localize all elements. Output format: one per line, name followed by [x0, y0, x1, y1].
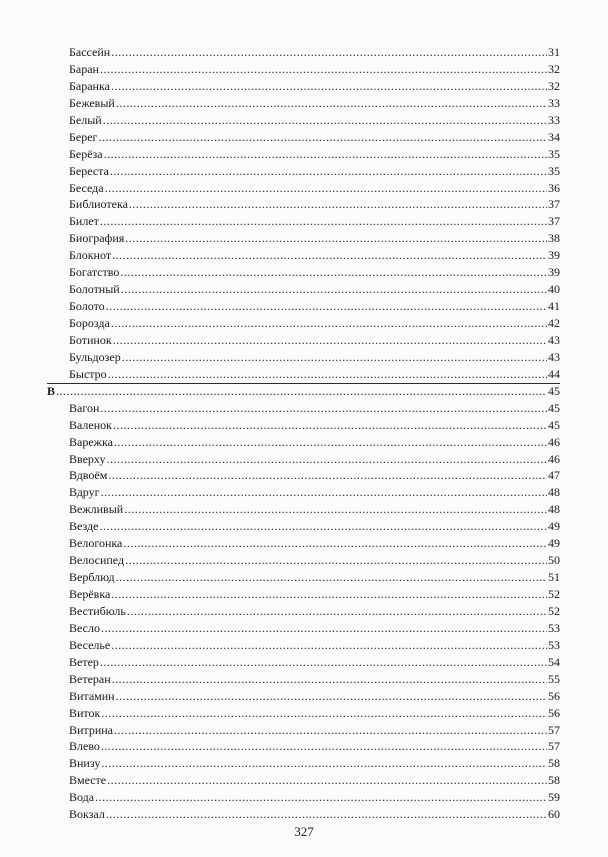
- toc-entry: [47, 180, 560, 197]
- toc-entry-page: 40: [548, 282, 560, 297]
- toc-entry: [47, 95, 560, 112]
- dot-leader: [116, 688, 547, 705]
- toc-entry-page: 42: [548, 316, 560, 330]
- dot-leader: [101, 755, 547, 772]
- toc-entry-page: 35: [548, 146, 560, 161]
- toc-entry-page: 34: [548, 129, 560, 144]
- toc-entry: [47, 298, 560, 315]
- dot-leader: [113, 332, 547, 349]
- dot-leader: [104, 146, 547, 163]
- toc-entry-label: Везде: [69, 519, 99, 534]
- toc-entry: [47, 518, 560, 535]
- dot-leader: [107, 772, 547, 789]
- dot-leader: [108, 467, 547, 484]
- toc-entry: [47, 603, 560, 620]
- dot-leader: [124, 501, 547, 518]
- toc-entry-page: 52: [548, 603, 560, 618]
- toc-entry-page: 58: [548, 756, 560, 771]
- toc-entry: [47, 552, 560, 569]
- toc-entry: [47, 44, 560, 61]
- toc-entry: [47, 637, 560, 654]
- toc-entry-page: 37: [548, 197, 560, 212]
- toc-entry-page: 48: [548, 502, 560, 517]
- toc-entry-label: В: [47, 383, 56, 398]
- dot-leader: [101, 484, 547, 501]
- toc-entry: [47, 196, 560, 213]
- toc-entry-page: 32: [548, 78, 560, 93]
- toc-entry: [47, 400, 560, 417]
- toc-entry-label: Беседа: [69, 180, 104, 195]
- toc-entry-page: 50: [548, 553, 560, 568]
- dot-leader: [106, 451, 547, 468]
- dot-leader: [110, 163, 547, 180]
- toc-entry: [47, 230, 560, 247]
- dot-leader: [111, 44, 547, 61]
- toc-entry: [47, 722, 560, 739]
- toc-entry-label: Ботинок: [69, 332, 112, 347]
- toc-entry-label: Баран: [69, 61, 99, 76]
- toc-entry: [47, 586, 560, 603]
- toc-entry-label: Блокнот: [69, 248, 112, 263]
- toc-entry-label: Велосипед: [69, 553, 125, 568]
- toc-entry-label: Береста: [69, 163, 109, 178]
- toc-entry-page: 58: [548, 773, 560, 788]
- toc-entry-page: 56: [548, 705, 560, 720]
- toc-entry-label: Вместе: [69, 773, 107, 788]
- toc-entry: [47, 315, 560, 332]
- toc-entry: [47, 501, 560, 518]
- dot-leader: [106, 298, 547, 315]
- toc-entry-page: 49: [548, 519, 560, 534]
- toc-entry: [47, 434, 560, 451]
- toc-entry-page: 49: [548, 536, 560, 551]
- dot-leader: [114, 722, 547, 739]
- dot-leader: [98, 129, 547, 146]
- toc-entry-page: 44: [548, 366, 560, 381]
- toc-entry: [47, 806, 560, 823]
- dot-leader: [122, 349, 547, 366]
- toc-entry-label: Болото: [69, 299, 105, 314]
- dot-leader: [95, 789, 547, 806]
- toc-entry: [47, 332, 560, 349]
- toc-entry: [47, 146, 560, 163]
- toc-entry-page: 33: [548, 95, 560, 110]
- toc-entry: [47, 451, 560, 468]
- section-divider: [47, 383, 560, 384]
- dot-leader: [111, 78, 547, 95]
- dot-leader: [56, 383, 547, 400]
- toc-entry-page: 57: [548, 722, 560, 737]
- dot-leader: [129, 196, 547, 213]
- dot-leader: [120, 264, 547, 281]
- toc-entry-label: Верёвка: [69, 587, 111, 601]
- toc-entry: [47, 738, 560, 755]
- dot-leader: [116, 95, 547, 112]
- dot-leader: [101, 738, 547, 755]
- toc-entry-label: Влево: [69, 739, 100, 754]
- dot-leader: [114, 434, 547, 451]
- toc-entry: [47, 349, 560, 366]
- toc-entry-page: 54: [548, 654, 560, 669]
- toc-entry: [47, 535, 560, 552]
- toc-entry: [47, 78, 560, 95]
- toc-entry-label: Берег: [69, 129, 98, 144]
- toc-entry-label: Баранка: [69, 78, 110, 93]
- dot-leader: [111, 637, 547, 654]
- page-number: 327: [294, 824, 314, 839]
- toc-entry: [47, 620, 560, 637]
- toc-entry-label: Борозда: [69, 316, 110, 330]
- toc-entry: [47, 789, 560, 806]
- toc-entry-page: 35: [548, 163, 560, 178]
- toc-entry: [47, 688, 560, 705]
- dot-leader: [100, 213, 547, 230]
- toc-entry-label: Верблюд: [69, 570, 115, 585]
- toc-entry-label: Валенок: [69, 417, 113, 432]
- dot-leader: [106, 806, 547, 823]
- toc-entry-page: 38: [548, 231, 560, 246]
- dot-leader: [105, 180, 547, 197]
- toc-entry: [47, 247, 560, 264]
- toc-entry-label: Болотный: [69, 282, 120, 297]
- toc-entry-page: 47: [548, 468, 560, 483]
- toc-entry-page: 33: [548, 112, 560, 127]
- dot-leader: [112, 247, 547, 264]
- toc-entry-page: 45: [548, 417, 560, 432]
- toc-letter-heading: [47, 383, 560, 400]
- toc-entry-label: Вагон: [69, 400, 100, 415]
- dot-leader: [111, 315, 547, 332]
- dot-leader: [100, 61, 547, 78]
- toc-entry: [47, 755, 560, 772]
- toc-entry-label: Вежливый: [69, 502, 124, 517]
- dot-leader: [111, 586, 547, 603]
- toc-entry-page: 36: [548, 180, 560, 195]
- toc-entry: [47, 163, 560, 180]
- toc-entry-page: 51: [548, 570, 560, 585]
- toc-entry-page: 48: [548, 485, 560, 500]
- toc-entry-label: Бежевый: [69, 95, 115, 110]
- dot-leader: [127, 603, 547, 620]
- toc-entry-label: Билет: [69, 214, 99, 229]
- toc-entry-label: Вода: [69, 790, 95, 805]
- dot-leader: [121, 281, 547, 298]
- dot-leader: [123, 535, 547, 552]
- toc-entry-page: 56: [548, 688, 560, 703]
- toc-entry-label: Весло: [69, 620, 100, 635]
- toc-entry-label: Ветер: [69, 654, 99, 669]
- toc-entry-page: 53: [548, 620, 560, 635]
- toc-entry: [47, 213, 560, 230]
- toc-entry-label: Вверху: [69, 451, 106, 466]
- dot-leader: [112, 671, 547, 688]
- toc-entry-page: 39: [548, 248, 560, 263]
- toc-entry-label: Вокзал: [69, 807, 105, 822]
- toc-entry-label: Быстро: [69, 366, 107, 381]
- toc-entry-page: 39: [548, 265, 560, 280]
- dot-leader: [100, 654, 547, 671]
- toc-entry-page: 37: [548, 214, 560, 229]
- toc-entry-label: Вдруг: [69, 485, 100, 500]
- toc-entry-label: Бассейн: [69, 45, 111, 59]
- toc-entry-label: Витамин: [69, 688, 115, 703]
- toc-entry-page: 41: [548, 299, 560, 314]
- dot-leader: [103, 112, 547, 129]
- dot-leader: [99, 518, 547, 535]
- dot-leader: [113, 417, 547, 434]
- toc-entry: [47, 417, 560, 434]
- toc-entry-page: 52: [548, 587, 560, 601]
- toc-entry-label: Веселье: [69, 637, 111, 652]
- toc-entry-label: Велогонка: [69, 536, 123, 551]
- dot-leader: [101, 705, 547, 722]
- toc-entry: [47, 281, 560, 298]
- toc-entry-label: Вдвоём: [69, 468, 108, 483]
- toc-entry-label: Библиотека: [69, 197, 128, 212]
- toc-entry: [47, 61, 560, 78]
- toc-entry-page: 57: [548, 739, 560, 754]
- toc-entry-label: Витрина: [69, 722, 113, 737]
- toc-entry-label: Богатство: [69, 265, 120, 280]
- toc-entry: [47, 129, 560, 146]
- toc-entry: [47, 467, 560, 484]
- toc-entry: [47, 112, 560, 129]
- toc-entry-page: 46: [548, 451, 560, 466]
- toc-entry-label: Белый: [69, 112, 102, 127]
- dot-leader: [100, 400, 547, 417]
- toc-entry-label: Виток: [69, 705, 101, 720]
- toc-entry: [47, 705, 560, 722]
- toc-entry-page: 59: [548, 790, 560, 805]
- toc-entry-page: 53: [548, 637, 560, 652]
- toc-entry-page: 55: [548, 671, 560, 686]
- toc-entry: [47, 264, 560, 281]
- toc-entry-page: 45: [548, 383, 560, 398]
- toc-entry-label: Варежка: [69, 434, 113, 449]
- toc-entry: [47, 484, 560, 501]
- toc-entry-label: Берёза: [69, 146, 103, 161]
- toc-entry-page: 32: [548, 61, 560, 76]
- toc-entry: [47, 772, 560, 789]
- toc-entry-page: 45: [548, 400, 560, 415]
- dot-leader: [116, 569, 547, 586]
- dot-leader: [125, 230, 547, 247]
- dot-leader: [101, 620, 547, 637]
- toc-entry: [47, 671, 560, 688]
- toc-entry-label: Внизу: [69, 756, 101, 771]
- toc-entry-label: Биография: [69, 231, 125, 246]
- toc-entry-page: 43: [548, 332, 560, 347]
- dot-leader: [108, 366, 547, 383]
- toc-entry-page: 31: [548, 45, 560, 59]
- toc-entry-page: 60: [548, 807, 560, 822]
- toc-entry-page: 43: [548, 349, 560, 364]
- toc-entry: [47, 366, 560, 383]
- toc-entry: [47, 569, 560, 586]
- toc-entry-label: Вестибюль: [69, 603, 126, 618]
- toc-entry-label: Бульдозер: [69, 349, 121, 364]
- table-of-contents: [47, 44, 560, 823]
- toc-entry-page: 46: [548, 434, 560, 449]
- dot-leader: [125, 552, 547, 569]
- toc-entry-label: Ветеран: [69, 671, 111, 686]
- toc-entry: [47, 654, 560, 671]
